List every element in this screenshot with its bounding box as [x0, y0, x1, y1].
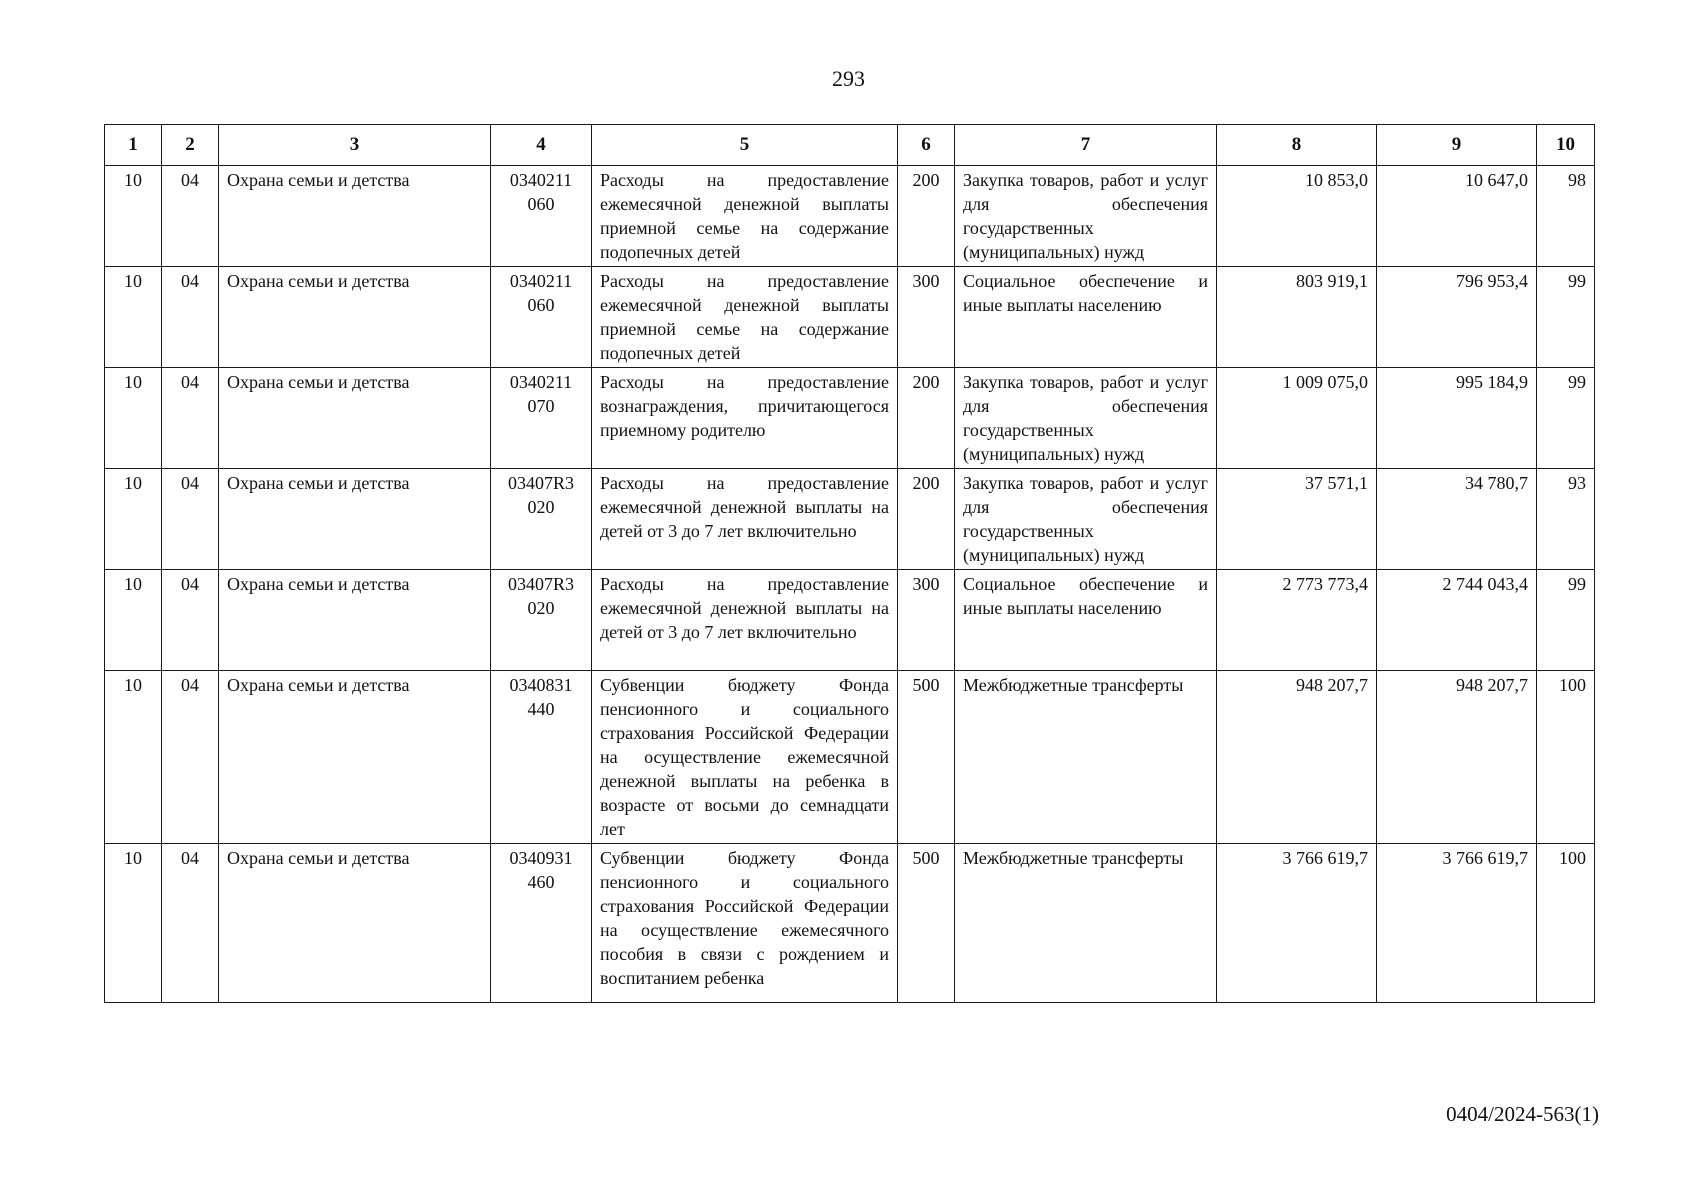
expense-type-code: 200 — [898, 368, 955, 469]
planned-amount: 803 919,1 — [1217, 267, 1377, 368]
expense-type-code: 300 — [898, 267, 955, 368]
header-cell: 5 — [592, 125, 898, 166]
table-row — [105, 368, 1595, 469]
expense-type-code: 200 — [898, 469, 955, 570]
planned-amount: 1 009 075,0 — [1217, 368, 1377, 469]
execution-percent: 100 — [1537, 844, 1595, 1003]
subsection-code: 04 — [162, 570, 219, 671]
header-cell: 1 — [105, 125, 162, 166]
actual-amount: 2 744 043,4 — [1377, 570, 1537, 671]
table-row — [105, 671, 1595, 844]
execution-percent: 99 — [1537, 267, 1595, 368]
expense-type-name: Социальное обеспечение и иные выплаты населению — [955, 570, 1217, 671]
planned-amount: 3 766 619,7 — [1217, 844, 1377, 1003]
target-article-name: Расходы на предоставление ежемесячной денежной выплаты приемной семье на содержание подопечных детей — [592, 166, 898, 267]
expense-type-name: Закупка товаров, работ и услуг для обеспечения государственных (муниципальных) нужд — [955, 368, 1217, 469]
subsection-name: Охрана семьи и детства — [219, 368, 491, 469]
header-cell: 7 — [955, 125, 1217, 166]
section-code: 10 — [105, 368, 162, 469]
subsection-name: Охрана семьи и детства — [219, 166, 491, 267]
subsection-code: 04 — [162, 166, 219, 267]
actual-amount: 995 184,9 — [1377, 368, 1537, 469]
planned-amount: 2 773 773,4 — [1217, 570, 1377, 671]
expense-type-name: Межбюджетные трансферты — [955, 671, 1217, 844]
expense-type-name: Закупка товаров, работ и услуг для обеспечения государственных (муниципальных) нужд — [955, 166, 1217, 267]
target-article-name: Субвенции бюджету Фонда пенсионного и социального страхования Российской Федерации на осуществление ежемесячной денежной выплаты на ребенка в возрасте от восьми до семнадцати лет — [592, 671, 898, 844]
target-article-name: Субвенции бюджету Фонда пенсионного и социального страхования Российской Федерации на осуществление ежемесячного пособия в связи с рождением и воспитанием ребенка — [592, 844, 898, 1003]
expense-type-name: Межбюджетные трансферты — [955, 844, 1217, 1003]
expense-type-name: Социальное обеспечение и иные выплаты населению — [955, 267, 1217, 368]
target-article-name: Расходы на предоставление ежемесячной денежной выплаты на детей от 3 до 7 лет включительно — [592, 570, 898, 671]
budget-table — [104, 124, 1595, 1003]
actual-amount: 948 207,7 — [1377, 671, 1537, 844]
expense-type-code: 500 — [898, 844, 955, 1003]
subsection-code: 04 — [162, 844, 219, 1003]
planned-amount: 10 853,0 — [1217, 166, 1377, 267]
table-row — [105, 469, 1595, 570]
table-row — [105, 844, 1595, 1003]
page-number: 293 — [832, 66, 865, 91]
section-code: 10 — [105, 844, 162, 1003]
section-code: 10 — [105, 570, 162, 671]
subsection-code: 04 — [162, 368, 219, 469]
section-code: 10 — [105, 469, 162, 570]
execution-percent: 99 — [1537, 368, 1595, 469]
target-article-name: Расходы на предоставление вознаграждения, причитающегося приемному родителю — [592, 368, 898, 469]
table-row — [105, 570, 1595, 671]
target-article-code: 03407R3 020 — [491, 469, 592, 570]
subsection-name: Охрана семьи и детства — [219, 469, 491, 570]
target-article-code: 0340211 060 — [491, 166, 592, 267]
subsection-code: 04 — [162, 469, 219, 570]
actual-amount: 796 953,4 — [1377, 267, 1537, 368]
actual-amount: 10 647,0 — [1377, 166, 1537, 267]
header-cell: 8 — [1217, 125, 1377, 166]
subsection-name: Охрана семьи и детства — [219, 267, 491, 368]
expense-type-code: 300 — [898, 570, 955, 671]
subsection-name: Охрана семьи и детства — [219, 671, 491, 844]
table-row — [105, 267, 1595, 368]
document-code: 0404/2024-563(1) — [1446, 1102, 1599, 1126]
subsection-code: 04 — [162, 267, 219, 368]
target-article-name: Расходы на предоставление ежемесячной денежной выплаты на детей от 3 до 7 лет включительно — [592, 469, 898, 570]
header-cell: 9 — [1377, 125, 1537, 166]
planned-amount: 37 571,1 — [1217, 469, 1377, 570]
target-article-code: 03407R3 020 — [491, 570, 592, 671]
header-cell: 3 — [219, 125, 491, 166]
actual-amount: 3 766 619,7 — [1377, 844, 1537, 1003]
actual-amount: 34 780,7 — [1377, 469, 1537, 570]
execution-percent: 99 — [1537, 570, 1595, 671]
header-cell: 6 — [898, 125, 955, 166]
target-article-code: 0340931 460 — [491, 844, 592, 1003]
target-article-code: 0340211 060 — [491, 267, 592, 368]
target-article-code: 0340211 070 — [491, 368, 592, 469]
expense-type-code: 500 — [898, 671, 955, 844]
execution-percent: 93 — [1537, 469, 1595, 570]
expense-type-code: 200 — [898, 166, 955, 267]
execution-percent: 100 — [1537, 671, 1595, 844]
section-code: 10 — [105, 267, 162, 368]
subsection-code: 04 — [162, 671, 219, 844]
target-article-name: Расходы на предоставление ежемесячной денежной выплаты приемной семье на содержание подопечных детей — [592, 267, 898, 368]
subsection-name: Охрана семьи и детства — [219, 570, 491, 671]
section-code: 10 — [105, 671, 162, 844]
table-row — [105, 166, 1595, 267]
target-article-code: 0340831 440 — [491, 671, 592, 844]
subsection-name: Охрана семьи и детства — [219, 844, 491, 1003]
header-cell: 10 — [1537, 125, 1595, 166]
header-cell: 2 — [162, 125, 219, 166]
header-row — [105, 125, 1595, 166]
planned-amount: 948 207,7 — [1217, 671, 1377, 844]
header-cell: 4 — [491, 125, 592, 166]
expense-type-name: Закупка товаров, работ и услуг для обеспечения государственных (муниципальных) нужд — [955, 469, 1217, 570]
execution-percent: 98 — [1537, 166, 1595, 267]
section-code: 10 — [105, 166, 162, 267]
